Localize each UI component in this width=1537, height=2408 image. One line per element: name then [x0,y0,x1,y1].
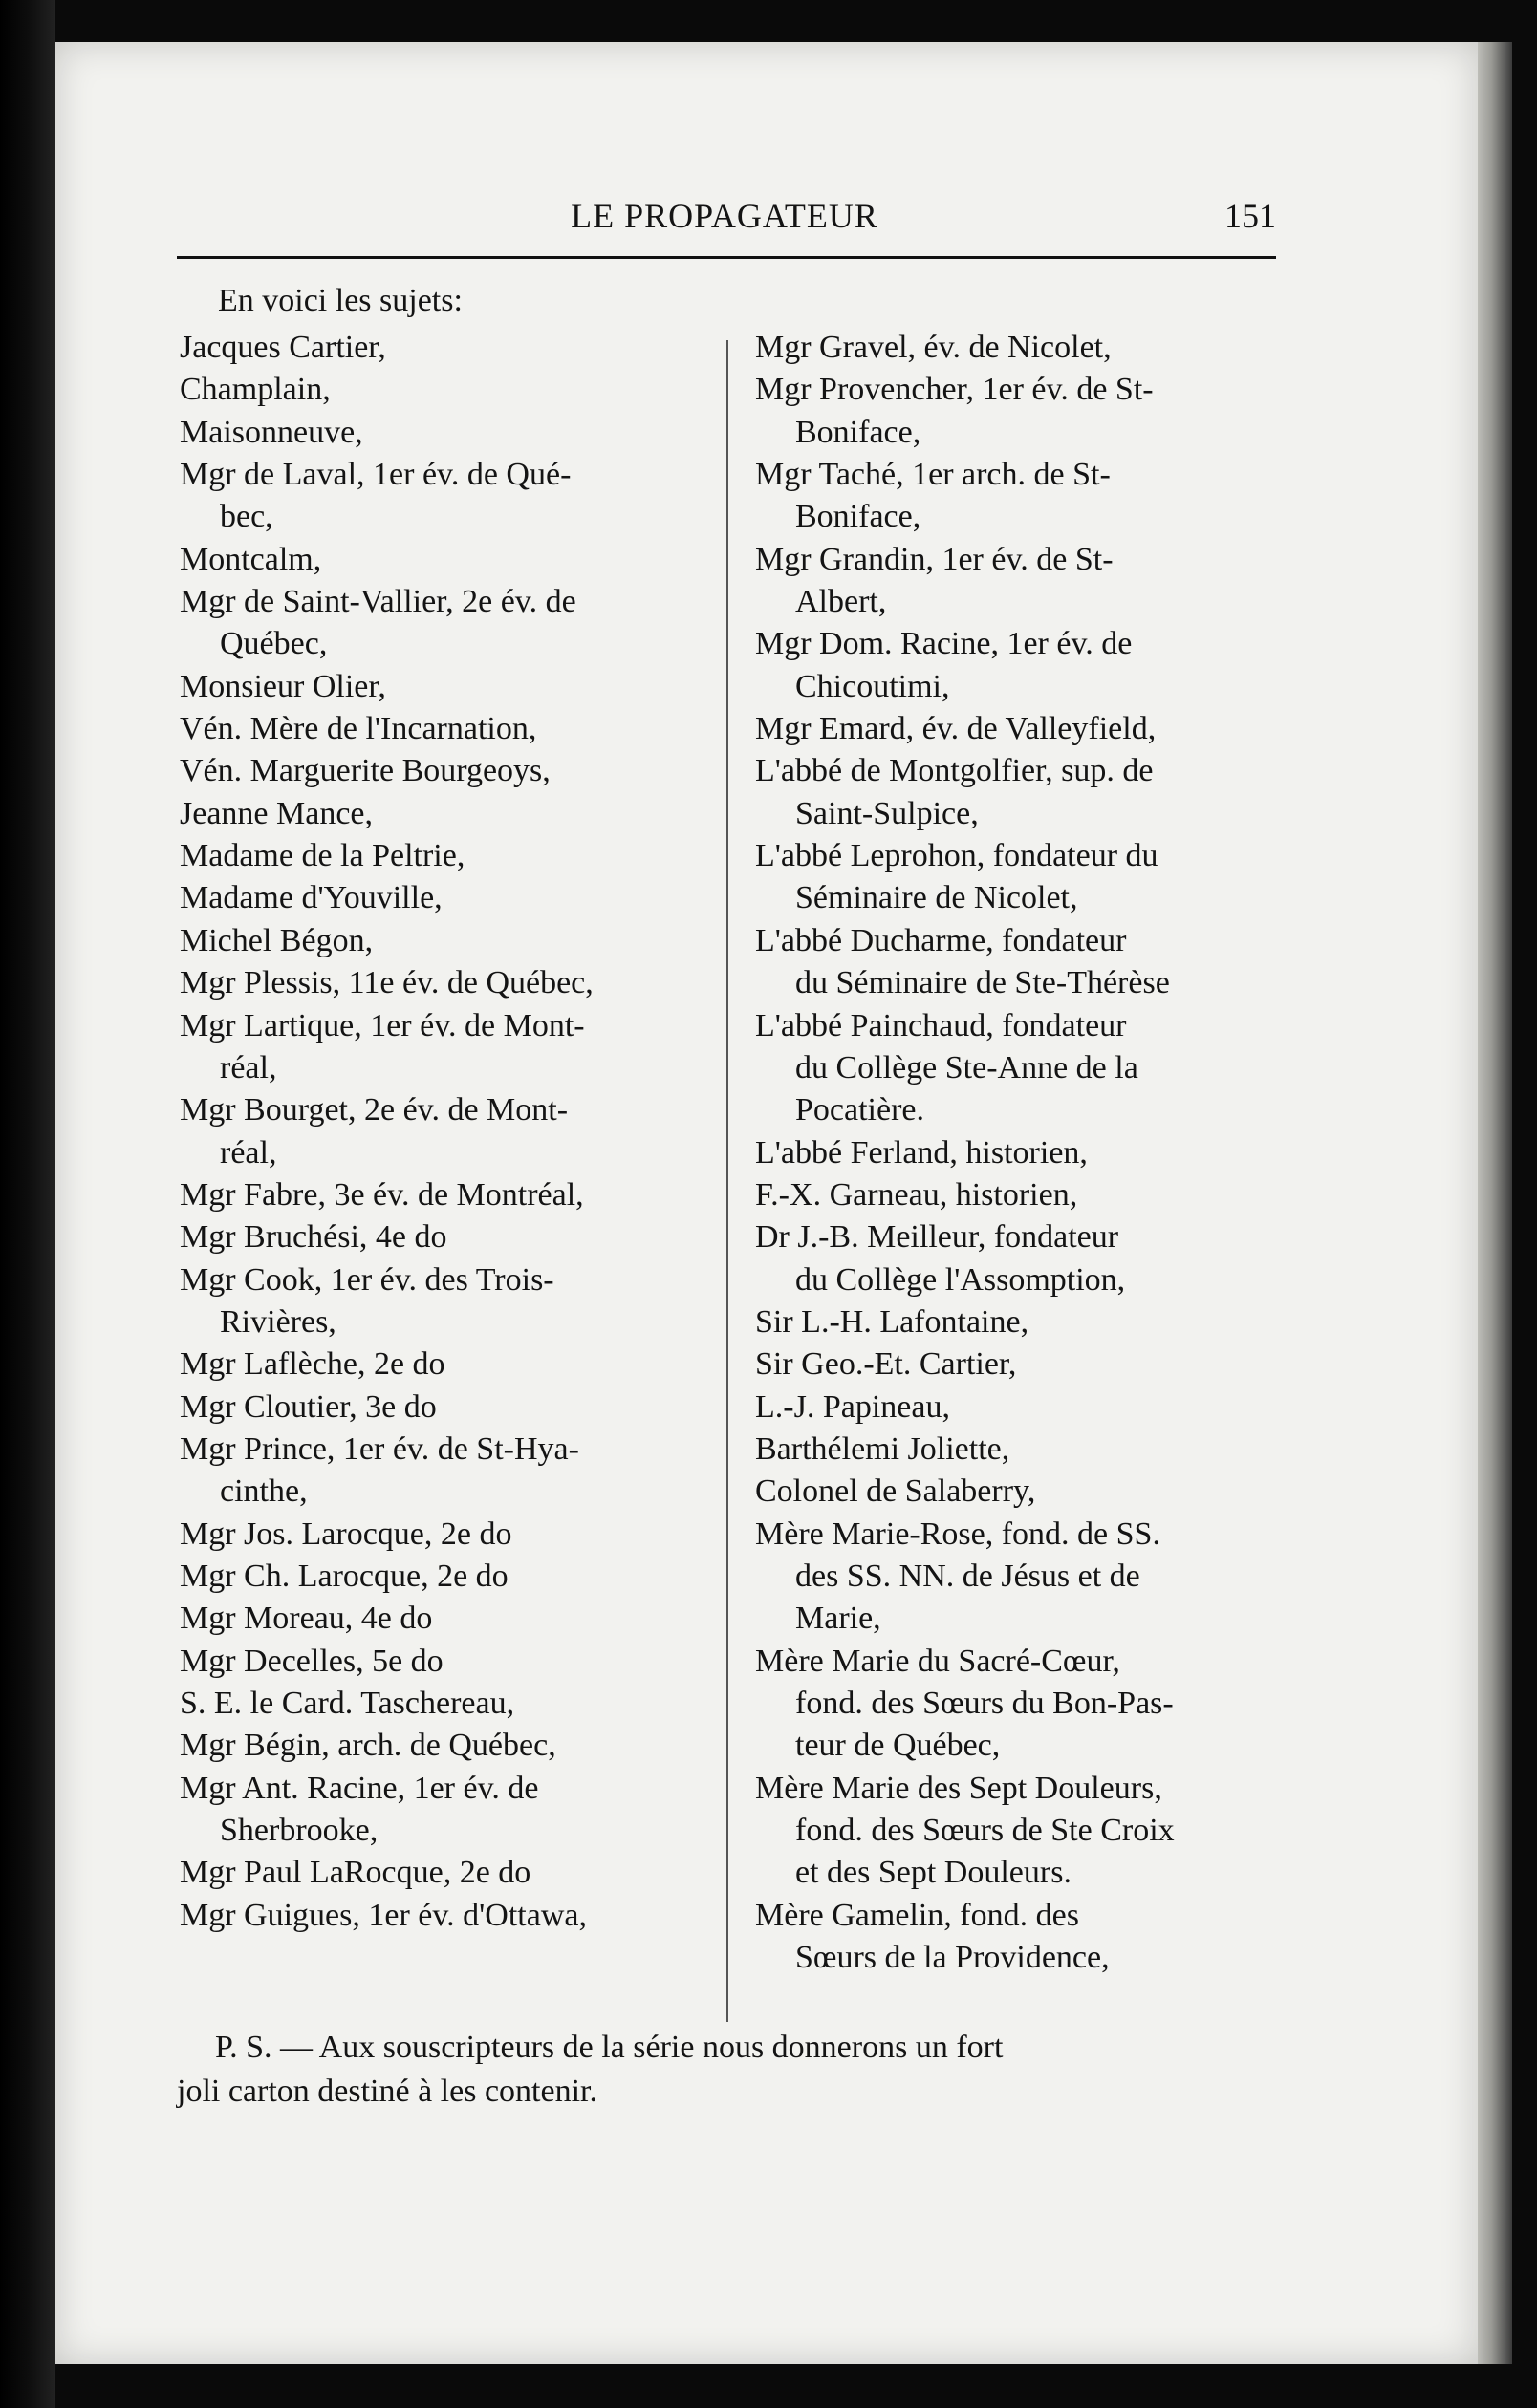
header-rule [177,256,1276,259]
list-item [180,708,715,750]
list-item [755,1174,1290,1216]
list-item [755,1344,1290,1386]
entry-line: Mgr Bourget, 2e év. de Mont- [180,1092,569,1129]
list-item [755,750,1290,835]
entry-line: Mgr de Laval, 1er év. de Qué- [180,457,572,493]
entry-continuation: teur de Québec, [795,1728,1001,1764]
entry-line: L'abbé Painchaud, fondateur [755,1007,1127,1043]
entry-line: Mgr Prince, 1er év. de St-Hya- [180,1430,579,1467]
list-item [180,793,715,835]
entry-line: Mgr Cook, 1er év. des Trois- [180,1261,554,1298]
list-item [755,369,1290,454]
entry-line: Mgr Taché, 1er arch. de St- [755,457,1111,493]
entry-line: Barthélemi Joliette, [755,1430,1010,1467]
entry-continuation: Rivières, [220,1303,336,1340]
entry-line: Madame de la Peltrie, [180,838,465,874]
list-item [755,1301,1290,1344]
list-item [180,1768,715,1853]
list-item [755,1387,1290,1429]
page-edge [1478,42,1512,2364]
list-item [755,327,1290,369]
entry-line: Vén. Marguerite Bourgeoys, [180,753,551,789]
entry-line: Michel Bégon, [180,922,374,958]
entry-line: Mgr Moreau, 4e do [180,1601,433,1637]
postscript-line: P. S. — Aux souscripteurs de la série nous donnerons un fort [215,2030,1004,2065]
list-item [755,1768,1290,1895]
entry-line: Sir L.-H. Lafontaine, [755,1303,1029,1340]
entry-continuation: Sherbrooke, [220,1813,379,1849]
list-item [180,750,715,792]
left-column [180,327,715,1937]
list-item [180,1725,715,1767]
list-item [180,920,715,962]
list-item [180,877,715,919]
entry-continuation: du Collège Ste-Anne de la [795,1049,1138,1086]
entry-continuation: des SS. NN. de Jésus et de [795,1558,1140,1594]
entry-continuation: fond. des Sœurs du Bon-Pas- [795,1686,1174,1721]
list-item [180,1089,715,1174]
list-item [180,1174,715,1216]
page-number: 151 [1224,197,1276,235]
list-item [755,1641,1290,1768]
list-item [180,1556,715,1598]
entry-line: Mgr Lartique, 1er év. de Mont- [180,1007,585,1043]
entry-continuation: Pocatière. [795,1092,924,1129]
entry-continuation: Saint-Sulpice, [795,795,979,831]
list-item [180,1259,715,1344]
entry-line: Mgr Paul LaRocque, 2e do [180,1855,531,1891]
running-title: LE PROPAGATEUR [571,197,878,235]
list-item [755,1471,1290,1513]
entry-line: Maisonneuve, [180,414,363,450]
entry-continuation: Boniface, [795,499,921,535]
entry-line: Jeanne Mance, [180,795,374,831]
list-item [755,454,1290,539]
entry-continuation: Séminaire de Nicolet, [795,880,1078,916]
entry-line: Mgr Jos. Larocque, 2e do [180,1516,512,1552]
right-column [755,327,1290,1979]
entry-continuation: réal, [220,1049,277,1086]
entry-line: L'abbé de Montgolfier, sup. de [755,753,1154,789]
entry-continuation: Québec, [220,626,328,662]
list-item [755,920,1290,1005]
list-item [180,1387,715,1429]
list-item [180,1852,715,1894]
entry-line: Mgr Guigues, 1er év. d'Ottawa, [180,1897,587,1933]
entry-line: Mère Marie-Rose, fond. de SS. [755,1516,1160,1552]
list-item [180,666,715,708]
entry-line: Sir Geo.-Et. Cartier, [755,1346,1017,1383]
list-item [180,1895,715,1937]
entry-line: Mgr Dom. Racine, 1er év. de [755,626,1133,662]
entry-line: Mgr Bégin, arch. de Québec, [180,1728,556,1764]
list-item [755,623,1290,708]
entry-continuation: Albert, [795,584,887,620]
entry-line: Jacques Cartier, [180,330,386,365]
entry-line: Mgr de Saint-Vallier, 2e év. de [180,584,576,620]
entry-line: Mgr Provencher, 1er év. de St- [755,372,1154,408]
entry-line: L.-J. Papineau, [755,1388,950,1425]
entry-continuation: du Collège l'Assomption, [795,1261,1126,1298]
entry-line: Colonel de Salaberry, [755,1473,1036,1510]
entry-line: Mgr Plessis, 11e év. de Québec, [180,965,594,1001]
list-item [755,835,1290,920]
entry-line: Mère Marie du Sacré-Cœur, [755,1643,1120,1679]
entry-line: Madame d'Youville, [180,880,443,916]
postscript [177,2026,1290,2114]
entry-line: Mère Marie des Sept Douleurs, [755,1770,1162,1806]
entry-line: S. E. le Card. Taschereau, [180,1686,515,1721]
entry-line: Mgr Ch. Larocque, 2e do [180,1558,509,1594]
list-item [180,1005,715,1090]
list-item [180,539,715,581]
entry-line: L'abbé Leprohon, fondateur du [755,838,1158,874]
entry-continuation: réal, [220,1134,277,1171]
list-item [180,369,715,411]
entry-line: F.-X. Garneau, historien, [755,1176,1078,1213]
list-item [755,1005,1290,1132]
list-item [180,1514,715,1556]
entry-line: Mère Gamelin, fond. des [755,1897,1079,1933]
entry-line: Mgr Bruchési, 4e do [180,1219,447,1256]
list-item [180,1598,715,1640]
entry-line: L'abbé Ferland, historien, [755,1134,1088,1171]
entry-line: Dr J.-B. Meilleur, fondateur [755,1219,1119,1256]
entry-continuation: Boniface, [795,414,921,450]
intro-text: En voici les sujets: [218,283,463,318]
list-item [755,1514,1290,1641]
list-item [180,1641,715,1683]
entry-line: Mgr Fabre, 3e év. de Montréal, [180,1176,584,1213]
postscript-line: joli carton destiné à les contenir. [177,2074,597,2109]
entry-line: L'abbé Ducharme, fondateur [755,922,1127,958]
book-binding [0,0,55,2408]
list-item [755,708,1290,750]
list-item [180,1683,715,1725]
entry-continuation: fond. des Sœurs de Ste Croix [795,1813,1175,1849]
entry-continuation: et des Sept Douleurs. [795,1855,1072,1891]
entry-line: Mgr Decelles, 5e do [180,1643,444,1679]
list-item [180,581,715,666]
entry-continuation: cinthe, [220,1473,308,1510]
entry-continuation: bec, [220,499,273,535]
list-item [180,835,715,877]
entry-continuation: Chicoutimi, [795,668,950,704]
entry-continuation: Sœurs de la Providence, [795,1940,1110,1976]
entry-line: Monsieur Olier, [180,668,386,704]
entry-line: Mgr Grandin, 1er év. de St- [755,541,1114,577]
entry-line: Vén. Mère de l'Incarnation, [180,711,537,747]
list-item [180,412,715,454]
entry-line: Mgr Cloutier, 3e do [180,1388,437,1425]
page-header [177,196,1276,253]
list-item [755,539,1290,624]
list-item [755,1132,1290,1174]
entry-line: Mgr Gravel, év. de Nicolet, [755,330,1112,365]
entry-line: Mgr Ant. Racine, 1er év. de [180,1770,539,1806]
list-item [180,1344,715,1386]
entry-line: Mgr Emard, év. de Valleyfield, [755,711,1157,747]
entry-line: Mgr Laflèche, 2e do [180,1346,445,1383]
entry-line: Champlain, [180,372,331,408]
entry-line: Montcalm, [180,541,322,577]
list-item [755,1895,1290,1980]
list-item [180,1429,715,1514]
list-item [180,454,715,539]
list-item [755,1429,1290,1471]
column-divider [726,340,728,2022]
list-item [180,962,715,1004]
list-item [180,1216,715,1258]
list-item [180,327,715,369]
entry-continuation: du Séminaire de Ste-Thérèse [795,965,1170,1001]
list-item [755,1216,1290,1301]
entry-continuation: Marie, [795,1601,881,1637]
